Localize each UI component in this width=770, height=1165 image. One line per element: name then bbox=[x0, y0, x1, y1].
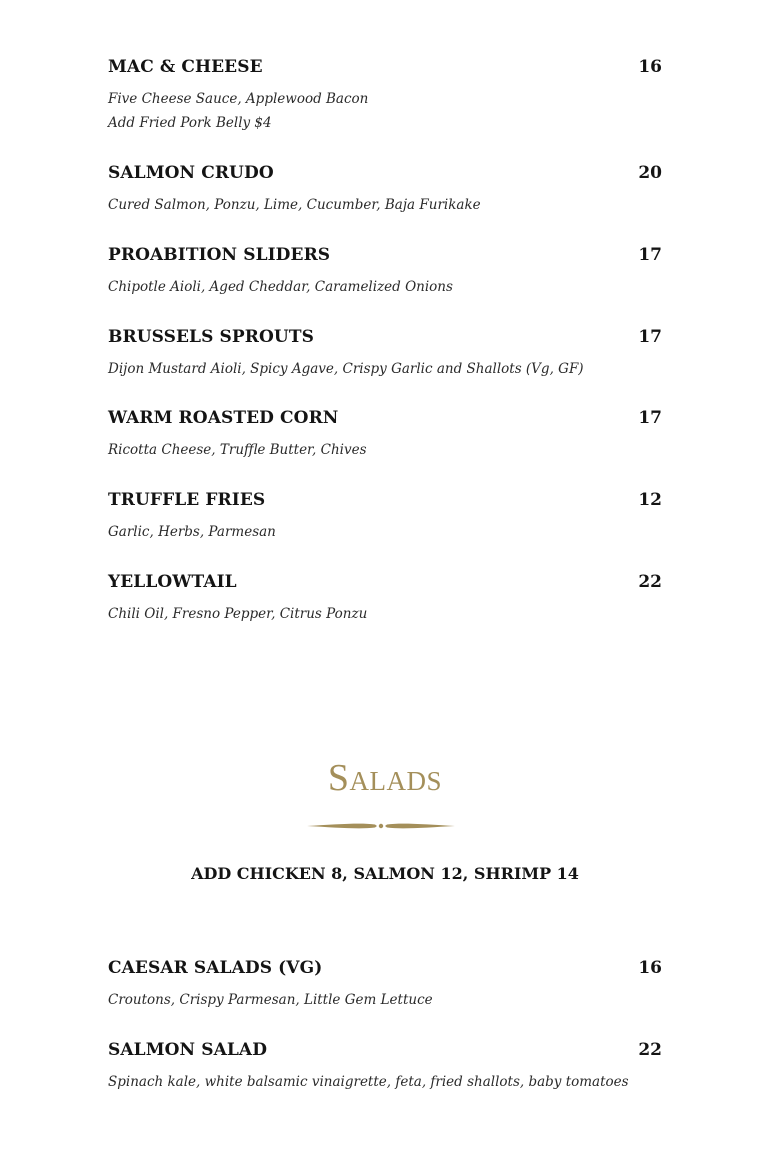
item-price: 16 bbox=[638, 958, 662, 978]
item-name: SALMON SALAD bbox=[108, 1040, 268, 1060]
item-name: SALMON CRUDO bbox=[108, 163, 274, 183]
menu-item-caesar-salads bbox=[108, 958, 662, 1012]
item-name: PROABITION SLIDERS bbox=[108, 245, 331, 265]
item-description bbox=[108, 1070, 662, 1094]
salad-add-ons-note: ADD CHICKEN 8, SALMON 12, SHRIMP 14 bbox=[191, 864, 579, 883]
item-description-line: Croutons, Crispy Parmesan, Little Gem Lettuce bbox=[108, 992, 433, 1008]
section-title-salads: Salads bbox=[327, 757, 443, 799]
item-description bbox=[108, 438, 662, 462]
item-description-line: Garlic, Herbs, Parmesan bbox=[108, 524, 276, 540]
menu-item-proabition-sliders bbox=[108, 245, 662, 299]
item-name: CAESAR SALADS (VG) bbox=[108, 958, 323, 978]
item-description bbox=[108, 520, 662, 544]
item-description-line: Chipotle Aioli, Aged Cheddar, Caramelized Onions bbox=[108, 279, 453, 295]
item-name: BRUSSELS SPROUTS bbox=[108, 327, 314, 347]
item-description bbox=[108, 193, 662, 217]
item-price: 12 bbox=[638, 490, 662, 510]
menu-item-warm-roasted-corn bbox=[108, 408, 662, 462]
item-description bbox=[108, 988, 662, 1012]
divider-ornament-icon bbox=[305, 818, 457, 834]
item-description-line: Cured Salmon, Ponzu, Lime, Cucumber, Baja Furikake bbox=[108, 197, 481, 213]
item-price: 17 bbox=[638, 408, 662, 428]
item-name: WARM ROASTED CORN bbox=[108, 408, 339, 428]
item-price: 17 bbox=[638, 245, 662, 265]
menu-item-salmon-crudo bbox=[108, 163, 662, 217]
item-description bbox=[108, 357, 662, 381]
item-name: TRUFFLE FRIES bbox=[108, 490, 266, 510]
item-description-line: Five Cheese Sauce, Applewood Bacon bbox=[108, 91, 369, 107]
item-name: MAC & CHEESE bbox=[108, 57, 263, 77]
item-description bbox=[108, 602, 662, 626]
menu-item-salmon-salad bbox=[108, 1040, 662, 1094]
item-price: 20 bbox=[638, 163, 662, 183]
item-description-line: Ricotta Cheese, Truffle Butter, Chives bbox=[108, 442, 367, 458]
menu-item-brussels-sprouts bbox=[108, 327, 662, 381]
item-description-line: Add Fried Pork Belly $4 bbox=[108, 115, 272, 131]
item-price: 22 bbox=[638, 572, 662, 592]
item-description bbox=[108, 275, 662, 299]
item-description-line: Dijon Mustard Aioli, Spicy Agave, Crispy Garlic and Shallots (Vg, GF) bbox=[108, 361, 584, 377]
item-description-line: Chili Oil, Fresno Pepper, Citrus Ponzu bbox=[108, 606, 368, 622]
item-name: YELLOWTAIL bbox=[108, 572, 237, 592]
item-price: 16 bbox=[638, 57, 662, 77]
item-price: 17 bbox=[638, 327, 662, 347]
item-description-line: Spinach kale, white balsamic vinaigrette, feta, fried shallots, baby tomatoes bbox=[108, 1074, 629, 1090]
item-price: 22 bbox=[638, 1040, 662, 1060]
item-description bbox=[108, 87, 662, 135]
menu-item-yellowtail bbox=[108, 572, 662, 626]
menu-item-truffle-fries bbox=[108, 490, 662, 544]
menu-item-mac-and-cheese bbox=[108, 57, 662, 135]
